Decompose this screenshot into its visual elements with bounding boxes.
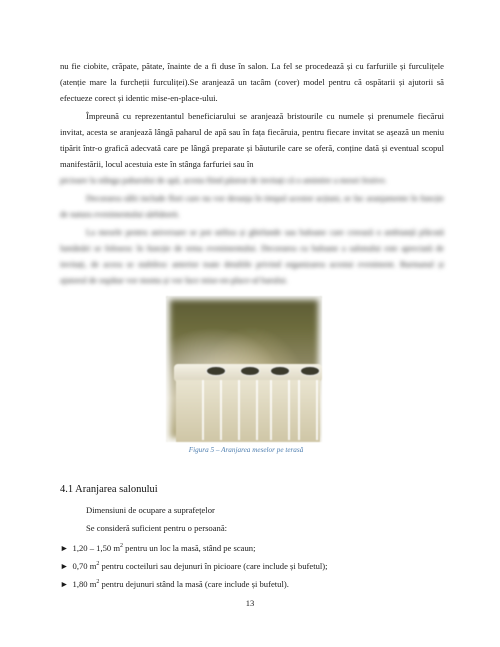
bullet-item: ► 0,70 $m^2$ pentru cocteiluri sau dejunuri în picioare (care include și bufetul); (60, 560, 328, 571)
section-intro: Se consideră suficient pentru o persoană: (86, 523, 228, 533)
paragraph-text: picioare la stânga paharului de apă, acesta fiind păstrat de invitați că o amintire a mesei festive. (60, 175, 387, 185)
figure-caption: Figura 5 – Aranjarea meselor pe terasă (188, 446, 304, 454)
paragraph-blurred-3 (60, 224, 444, 288)
photo-chair (298, 380, 318, 440)
bullet-arrow-icon: ► (60, 542, 69, 553)
photo-chair (270, 380, 290, 440)
bullet-arrow-icon: ► (60, 578, 69, 589)
photo-chair (238, 380, 258, 440)
paragraph-text: Împreună cu reprezentantul beneficiarului se aranjează bristourile cu numele și prenumele fiecărui invitat, acesta se aranjează lângă paharul de apă sau în fața fiecăruia, pentru fiecare invitat se așează un meniu tipărit într-o grafică adecvată care pe lângă preparate și băuturile care se oferă, conține dată și eventual scopul manifestării, locul acestuia este în stânga farfuriei sau în (60, 111, 444, 169)
bullet-item: ► 1,20 – 1,50 $m^2$ pentru un loc la masă, stând pe scaun; (60, 542, 256, 553)
photo-plate (206, 366, 226, 376)
photo-plate (240, 366, 260, 376)
paragraph-blurred-1 (60, 172, 444, 188)
figure-terrace-tables-photo (166, 296, 322, 442)
photo-chair (202, 380, 222, 440)
photo-plate (300, 366, 320, 376)
paragraph-place-cards (60, 108, 444, 172)
paragraph-tableware (60, 58, 444, 106)
bullet-arrow-icon: ► (60, 560, 69, 571)
photo-plate (270, 366, 290, 376)
bullet-item: ► 1,80 $m^2$ pentru dejunuri stând la masă (care include și bufetul). (60, 578, 289, 589)
page-number: 13 (245, 598, 255, 608)
section-heading: 4.1 Aranjarea salonului (60, 484, 158, 495)
section-subheading: Dimensiuni de ocupare a suprafețelor (86, 505, 215, 515)
paragraph-blurred-2 (60, 190, 444, 222)
paragraph-text: Decorarea sălii include flori care nu vor deranja în timpul acestor acțiuni, se fac aranjamente în funcție de natura evenimentului sărbătorit. (60, 193, 444, 219)
paragraph-text: nu fie ciobite, crăpate, pătate, înainte de a fi duse în salon. La fel se procedează și cu farfuriile și furculițele (atenție mare la furcheții furculiței).Se aranjează un tacâm (cover) model pentru că ospătarii și ajutorii să efectueze corect și identic mise-en-place-ului. (60, 61, 444, 103)
paragraph-text: La mesele pentru aniversare se pot utiliza și ghirlande sau baloane care creează o ambianță plăcută lumânări se folosesc în funcție de tema evenimentului. Decorarea cu baloane a salonului este apreciată de invitați, de aceea se stabilesc anterior toate detaliile privind organizarea acestui eveniment. Barmanul și ajutorul de ospătar vor monta și vor face mise-en-place-ul barului. (60, 227, 444, 285)
